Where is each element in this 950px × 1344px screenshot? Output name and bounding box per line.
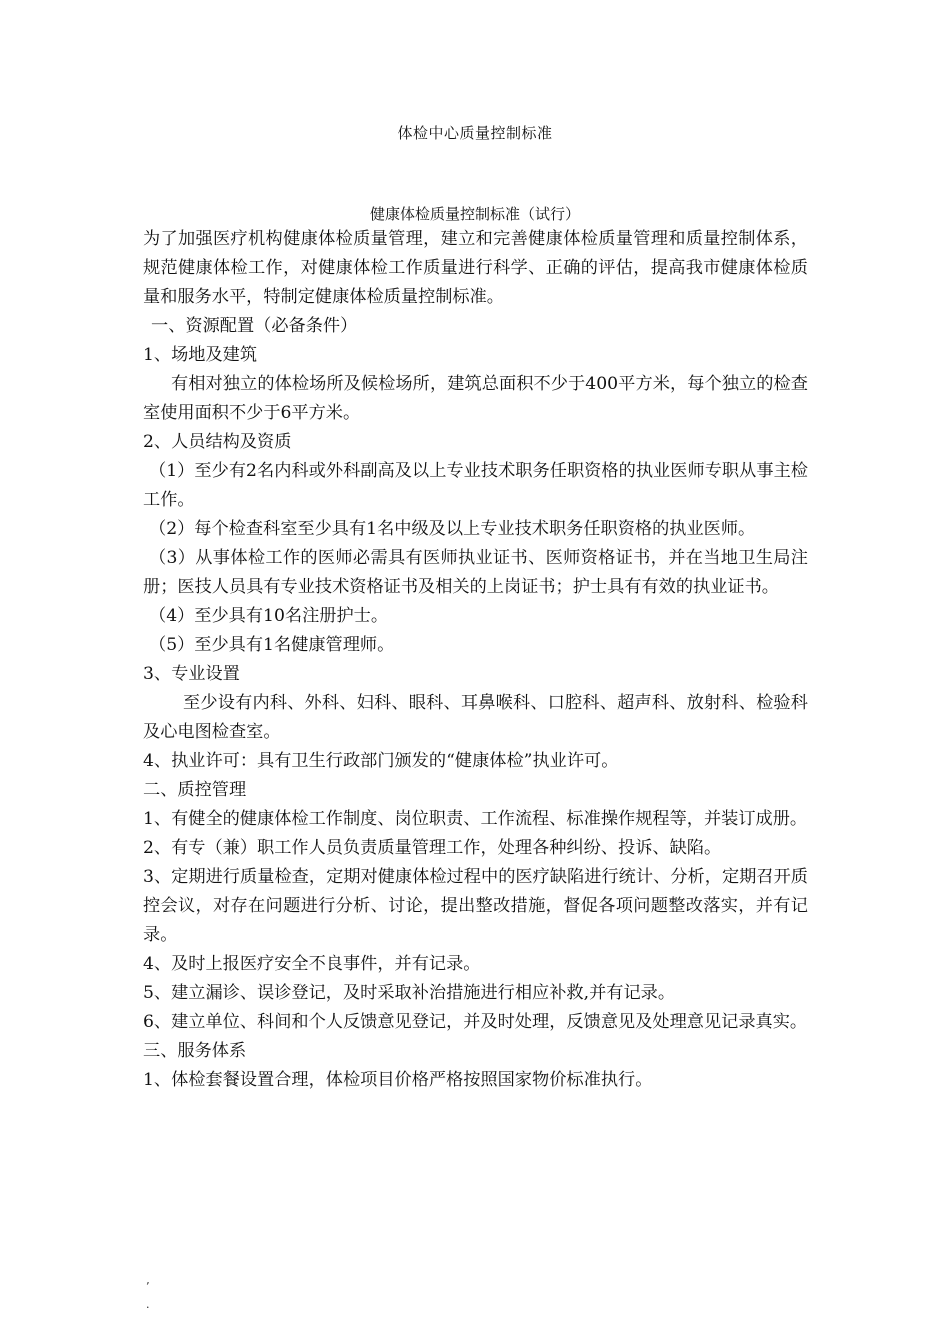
- list-item: （3）从事体检工作的医师必需具有医师执业证书、医师资格证书，并在当地卫生局注册；医技人员具有专业技术资格证书及相关的上岗证书；护士具有有效的执业证书。: [143, 548, 808, 597]
- list-item: 1、有健全的健康体检工作制度、岗位职责、工作流程、标准操作规程等，并装订成册。: [143, 809, 808, 829]
- footer-mark: .: [146, 1298, 150, 1311]
- list-item: 2、有专（兼）职工作人员负责质量管理工作，处理各种纠纷、投诉、缺陷。: [143, 838, 722, 858]
- list-item: 6、建立单位、科间和个人反馈意见登记，并及时处理，反馈意见及处理意见记录真实。: [143, 1012, 808, 1032]
- section-heading-3: 三、服务体系: [143, 1041, 247, 1061]
- list-item: 1、体检套餐设置合理，体检项目价格严格按照国家物价标准执行。: [143, 1070, 653, 1090]
- intro-paragraph: 为了加强医疗机构健康体检质量管理，建立和完善健康体检质量管理和质量控制体系，规范健康体检工作，对健康体检工作质量进行科学、正确的评估，提高我市健康体检质量和服务水平，特制定健康体检质量控制标准。: [143, 229, 808, 307]
- footer-mark: ’: [146, 1280, 150, 1293]
- section-heading-1: 一、资源配置（必备条件）: [151, 316, 358, 336]
- list-item: 3、定期进行质量检查，定期对健康体检过程中的医疗缺陷进行统计、分析，定期召开质控会议，对存在问题进行分析、讨论，提出整改措施，督促各项问题整改落实，并有记录。: [143, 867, 808, 945]
- body-paragraph: 至少设有内科、外科、妇科、眼科、耳鼻喉科、口腔科、超声科、放射科、检验科及心电图检查室。: [143, 693, 808, 742]
- list-item: （1）至少有2名内科或外科副高及以上专业技术职务任职资格的执业医师专职从事主检工作。: [143, 461, 808, 510]
- subsection-heading: 1、场地及建筑: [143, 345, 258, 365]
- subsection-heading: 3、专业设置: [143, 664, 240, 684]
- body-paragraph: 有相对独立的体检场所及候检场所，建筑总面积不少于400平方米，每个独立的检查室使用面积不少于6平方米。: [143, 374, 808, 423]
- list-item: （2）每个检查科室至少具有1名中级及以上专业技术职务任职资格的执业医师。: [149, 519, 756, 539]
- subsection-heading: 4、执业许可：具有卫生行政部门颁发的“健康体检”执业许可。: [143, 751, 619, 771]
- document-title: 体检中心质量控制标准: [397, 124, 553, 142]
- document-body: [143, 225, 808, 1095]
- list-item: （5）至少具有1名健康管理师。: [149, 635, 395, 655]
- subsection-heading: 2、人员结构及资质: [143, 432, 292, 452]
- list-item: （4）至少具有10名注册护士。: [149, 606, 389, 626]
- footer-marks: [146, 1278, 150, 1314]
- list-item: 5、建立漏诊、误诊登记，及时采取补治措施进行相应补救,并有记录。: [143, 983, 676, 1003]
- list-item: 4、及时上报医疗安全不良事件，并有记录。: [143, 954, 481, 974]
- document-subtitle: 健康体检质量控制标准（试行）: [369, 205, 580, 223]
- section-heading-2: 二、质控管理: [143, 780, 247, 800]
